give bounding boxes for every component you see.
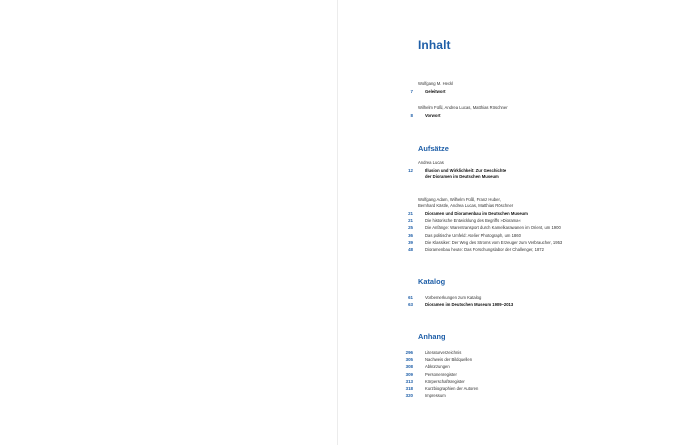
page-number[interactable]: 63 [408, 302, 413, 308]
toc-entry-title[interactable]: Nachweis der Bildquellen [425, 357, 473, 363]
page-number[interactable]: 21 [408, 211, 413, 216]
page-number[interactable]: 25 [408, 225, 413, 231]
toc-row[interactable] [399, 357, 659, 364]
toc-entry-title[interactable]: Die Klassiker: Der Weg des Stroms vom Erzeuger zum Verbraucher, 1953 [425, 239, 563, 245]
page-number[interactable]: 7 [410, 89, 413, 94]
toc-row[interactable] [399, 240, 659, 247]
toc-entry-illusion[interactable]: Illusion und Wirklichkeit: Zur Geschichte [425, 168, 507, 173]
toc-row[interactable] [399, 225, 659, 232]
page-number[interactable]: 8 [410, 113, 413, 118]
toc-entry-title[interactable]: Die Anfänge: Warentransport durch Kamelkarawanen im Orient, um 1900 [425, 225, 561, 231]
page-number[interactable]: 309 [405, 371, 413, 377]
page-number[interactable]: 21 [408, 218, 413, 224]
author-line: Bernhard Kästle, Andrea Lucas, Matthias Röschner [418, 203, 514, 208]
page-number[interactable]: 313 [405, 378, 413, 384]
toc-entry-title[interactable]: Das politische Umfeld: Atelier Photograph, um 1860 [425, 232, 521, 238]
page-number[interactable]: 12 [408, 168, 413, 173]
page-number[interactable]: 320 [405, 393, 413, 399]
toc-row[interactable] [399, 379, 659, 386]
toc-entry-title[interactable]: Literaturverzeichnis [425, 350, 462, 355]
toc-row[interactable] [399, 393, 659, 400]
toc-row[interactable] [399, 247, 659, 254]
author-line: Wilhelm Füßl, Andrea Lucas, Matthias Röschner [418, 105, 508, 110]
section-heading-aufsaetze: Aufsätze [418, 144, 449, 153]
toc-row[interactable] [399, 372, 659, 379]
author-line: Wolfgang M. Heckl [418, 81, 454, 86]
toc-entry-title[interactable]: Dioramen und Dioramenbau im Deutschen Museum [425, 211, 528, 216]
author-line: Wolfgang Adam, Wilhelm Füßl, Franz Huber, [418, 197, 501, 202]
author-line: Andrea Lucas [418, 160, 444, 165]
toc-row[interactable] [399, 364, 659, 371]
page-number[interactable]: 305 [405, 357, 413, 363]
toc-row[interactable] [399, 218, 659, 225]
toc-entry-title[interactable]: Personenregister [425, 371, 457, 377]
toc-entry-illusion-cont[interactable]: der Dioramen im Deutschen Museum [425, 174, 499, 179]
page-number[interactable]: 308 [405, 364, 413, 370]
toc-entry-title[interactable]: Dioramen im Deutschen Museum 1909–2013 [425, 302, 514, 308]
toc-row[interactable] [399, 233, 659, 240]
toc-entry-vorwort[interactable]: Vorwort [425, 113, 441, 118]
page-number[interactable]: 296 [405, 350, 413, 355]
toc-row[interactable] [399, 386, 659, 393]
toc-entry-title[interactable]: Kurzbiographien der Autoren [425, 386, 479, 391]
toc-entry-title[interactable]: Die historische Entwicklung des Begriffs »Diorama« [425, 218, 521, 224]
toc-entry-title[interactable]: Dioramenbau heute: Das Forschungslabor der Challenger, 1872 [425, 247, 544, 252]
page-number[interactable]: 318 [405, 386, 413, 391]
section-heading-anhang: Anhang [418, 332, 446, 341]
page-number[interactable]: 48 [408, 247, 413, 252]
toc-entry-title[interactable]: Körperschaftsregister [425, 378, 465, 384]
toc-row[interactable] [399, 295, 659, 302]
toc-row[interactable] [399, 211, 659, 218]
toc-entry-geleitwort[interactable]: Geleitwort [425, 89, 446, 94]
toc-row[interactable] [399, 302, 659, 309]
toc-entry-title[interactable]: Vorbemerkungen zum Katalog [425, 295, 482, 300]
page-number[interactable]: 61 [408, 295, 413, 300]
toc-row[interactable] [399, 350, 659, 357]
page-number[interactable]: 36 [408, 232, 413, 238]
page-number[interactable]: 39 [408, 239, 413, 245]
page-title: Inhalt [418, 38, 451, 52]
toc-entry-title[interactable]: Abkürzungen [425, 364, 450, 370]
section-heading-katalog: Katalog [418, 277, 446, 286]
toc-entry-title[interactable]: Impressum [425, 393, 446, 399]
